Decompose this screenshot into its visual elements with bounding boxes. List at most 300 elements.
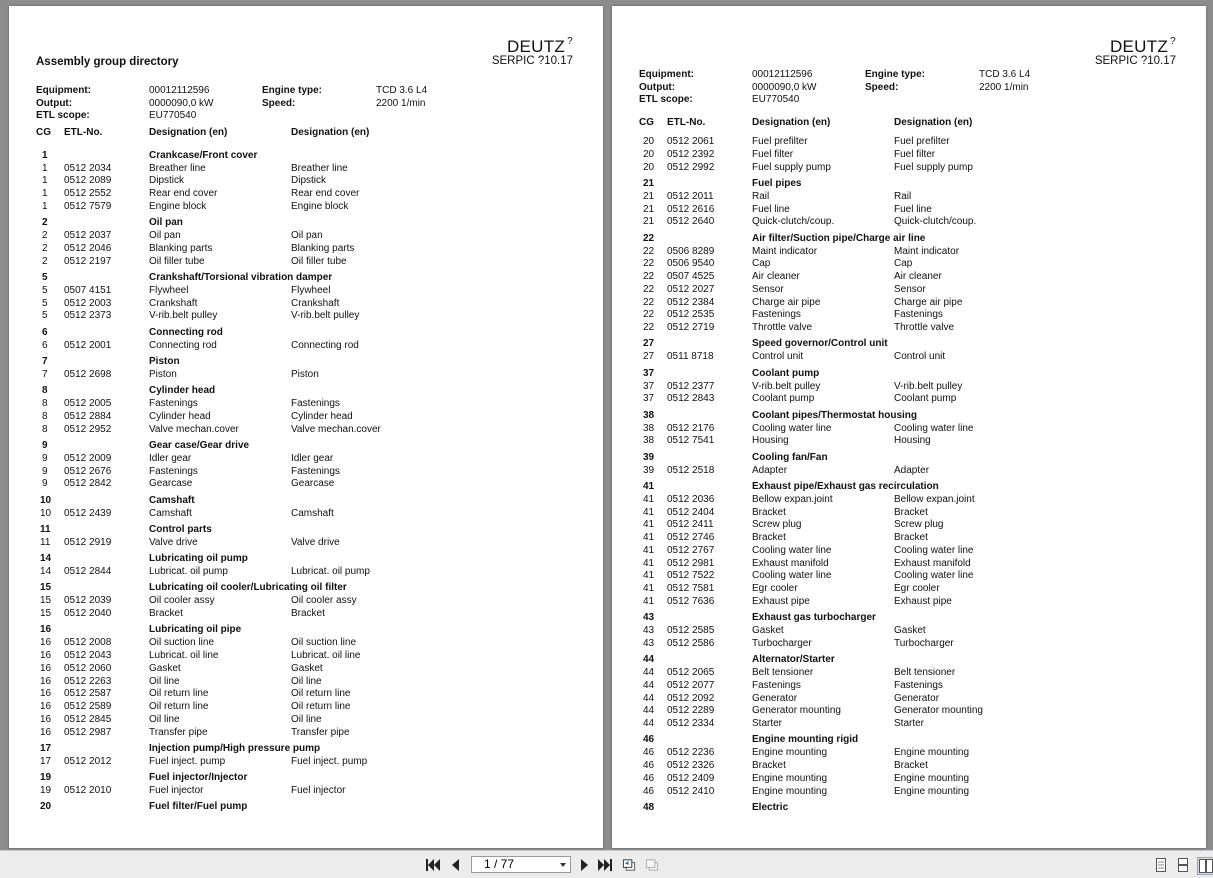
assembly-group-table bbox=[36, 127, 576, 814]
table-row[interactable] bbox=[639, 258, 1179, 271]
designation-cell: Cap bbox=[894, 258, 913, 270]
first-page-icon bbox=[426, 859, 440, 871]
designation-cell: V-rib.belt pulley bbox=[752, 380, 821, 392]
cg-cell: 22 bbox=[643, 245, 655, 257]
serpic-version: SERPIC ?10.17 bbox=[491, 55, 573, 67]
cg-cell: 41 bbox=[643, 583, 655, 594]
group-heading[interactable] bbox=[639, 654, 1179, 667]
etl-number: 0512 2373 bbox=[64, 310, 112, 322]
cg-cell: 14 bbox=[40, 566, 52, 577]
designation-cell: Generator mounting bbox=[752, 705, 841, 717]
designation-cell: Bracket bbox=[752, 532, 786, 543]
equipment-label: Equipment: bbox=[36, 85, 91, 96]
table-row[interactable] bbox=[639, 558, 1179, 571]
designation-cell: Camshaft bbox=[291, 507, 334, 519]
designation-cell: Oil filler tube bbox=[291, 255, 347, 267]
table-row[interactable] bbox=[639, 204, 1179, 217]
etl-number: 0512 2992 bbox=[667, 161, 715, 173]
etl-number: 0512 2987 bbox=[64, 726, 112, 738]
designation-cell: Fuel filter bbox=[752, 148, 794, 160]
group-cg: 39 bbox=[643, 451, 655, 463]
designation-cell: Fastenings bbox=[149, 398, 198, 409]
designation-cell: Oil pan bbox=[291, 230, 323, 241]
table-row[interactable] bbox=[639, 773, 1179, 786]
designation-cell: Cylinder head bbox=[291, 410, 353, 422]
table-row[interactable] bbox=[36, 714, 576, 727]
designation-cell: Engine block bbox=[291, 200, 349, 212]
cg-cell: 37 bbox=[643, 393, 655, 405]
designation-cell: Oil line bbox=[149, 675, 180, 687]
designation-cell: Oil pan bbox=[149, 230, 181, 241]
page-number-text: 1 / 77 bbox=[484, 857, 515, 871]
group-heading[interactable] bbox=[639, 612, 1179, 625]
speed-value: 2200 1/min bbox=[376, 97, 426, 109]
table-row[interactable] bbox=[639, 532, 1179, 545]
group-heading[interactable] bbox=[36, 217, 576, 230]
document-page-left bbox=[9, 6, 603, 848]
table-row[interactable] bbox=[36, 256, 576, 269]
cg-cell: 20 bbox=[643, 161, 655, 173]
table-row[interactable] bbox=[639, 545, 1179, 558]
group-cg: 46 bbox=[643, 734, 655, 746]
continuous-view-button[interactable] bbox=[1176, 858, 1190, 872]
designation-cell: Belt tensioner bbox=[894, 667, 956, 678]
cg-cell: 19 bbox=[40, 785, 52, 796]
group-cg: 16 bbox=[40, 624, 52, 636]
designation-cell: Maint indicator bbox=[752, 245, 818, 257]
etl-number: 0512 2092 bbox=[667, 692, 715, 704]
table-row[interactable] bbox=[639, 423, 1179, 436]
table-row[interactable] bbox=[639, 760, 1179, 773]
last-page-icon bbox=[598, 859, 612, 871]
designation-cell: Generator bbox=[752, 692, 798, 704]
designation-cell: Adapter bbox=[894, 464, 930, 476]
group-heading[interactable] bbox=[639, 802, 1179, 815]
cg-cell: 46 bbox=[643, 785, 655, 797]
table-row[interactable] bbox=[639, 297, 1179, 310]
page-number-select[interactable] bbox=[471, 856, 571, 873]
cg-cell: 2 bbox=[42, 230, 48, 241]
group-cg: 11 bbox=[40, 523, 51, 535]
group-cg: 44 bbox=[643, 654, 655, 665]
cg-cell: 41 bbox=[643, 506, 655, 518]
table-row[interactable] bbox=[36, 688, 576, 701]
designation-cell: Starter bbox=[894, 718, 925, 729]
cg-cell: 9 bbox=[42, 478, 48, 490]
etl-number: 0512 2392 bbox=[667, 148, 715, 160]
designation-cell: Adapter bbox=[752, 464, 788, 476]
designation-cell: Cooling water line bbox=[752, 570, 832, 582]
designation-cell: Engine mounting bbox=[894, 785, 970, 797]
etl-number: 0512 2919 bbox=[64, 536, 112, 548]
designation-cell: Valve drive bbox=[291, 536, 340, 548]
table-row[interactable] bbox=[639, 216, 1179, 229]
group-heading[interactable] bbox=[36, 272, 576, 285]
table-row[interactable] bbox=[36, 424, 576, 437]
table-row[interactable] bbox=[639, 435, 1179, 448]
designation-cell: Housing bbox=[752, 435, 789, 447]
engine-type-value: TCD 3.6 L4 bbox=[376, 85, 428, 96]
table-row[interactable] bbox=[639, 680, 1179, 693]
cg-cell: 27 bbox=[643, 351, 655, 363]
output-value: 0000090,0 kW bbox=[149, 97, 214, 109]
group-name: Cylinder head bbox=[149, 385, 216, 396]
cg-cell: 22 bbox=[643, 258, 655, 270]
group-cg: 10 bbox=[40, 494, 52, 506]
designation-cell: Oil line bbox=[149, 713, 180, 725]
previous-page-button[interactable] bbox=[448, 858, 462, 872]
header-cg: CG bbox=[639, 117, 654, 128]
table-row[interactable] bbox=[36, 727, 576, 740]
table-row[interactable] bbox=[36, 340, 576, 353]
info-row bbox=[36, 85, 476, 98]
group-name: Lubricating oil pump bbox=[149, 553, 248, 564]
designation-cell: Valve mechan.cover bbox=[291, 423, 381, 435]
etl-number: 0512 2005 bbox=[64, 398, 112, 409]
group-heading[interactable] bbox=[36, 743, 576, 756]
cg-cell: 2 bbox=[42, 242, 48, 254]
cg-cell: 21 bbox=[643, 203, 655, 215]
designation-cell: Bracket bbox=[894, 506, 928, 518]
go-back-button[interactable] bbox=[622, 858, 636, 872]
etl-number: 0512 7636 bbox=[667, 595, 715, 607]
group-heading[interactable] bbox=[639, 734, 1179, 747]
cg-cell: 38 bbox=[643, 435, 655, 447]
designation-cell: Valve mechan.cover bbox=[149, 423, 239, 435]
designation-cell: Gasket bbox=[894, 625, 926, 636]
table-row[interactable] bbox=[639, 162, 1179, 175]
designation-cell: Gasket bbox=[752, 625, 784, 636]
designation-cell: Cap bbox=[752, 258, 771, 270]
speed-value: 2200 1/min bbox=[979, 81, 1029, 93]
cg-cell: 41 bbox=[643, 570, 655, 582]
designation-cell: Housing bbox=[894, 435, 931, 447]
etl-number: 0512 2585 bbox=[667, 625, 715, 636]
two-page-view-icon bbox=[1199, 859, 1213, 873]
table-row[interactable] bbox=[36, 608, 576, 621]
table-row[interactable] bbox=[36, 508, 576, 521]
table-row[interactable] bbox=[36, 298, 576, 311]
designation-cell: Starter bbox=[752, 718, 783, 729]
cg-cell: 15 bbox=[40, 608, 52, 619]
table-row[interactable] bbox=[639, 638, 1179, 651]
etl-number: 0506 8289 bbox=[667, 245, 715, 257]
table-row[interactable] bbox=[36, 243, 576, 256]
designation-cell: Oil return line bbox=[149, 688, 209, 700]
table-row[interactable] bbox=[639, 625, 1179, 638]
group-heading[interactable] bbox=[639, 233, 1179, 246]
etl-number: 0512 2197 bbox=[64, 255, 112, 267]
group-heading[interactable] bbox=[36, 385, 576, 398]
speed-label: Speed: bbox=[865, 81, 899, 93]
table-row[interactable] bbox=[639, 149, 1179, 162]
table-row[interactable] bbox=[639, 786, 1179, 799]
etl-number: 0512 2040 bbox=[64, 608, 112, 619]
etl-scope-label: ETL scope: bbox=[36, 110, 90, 122]
first-page-button[interactable] bbox=[426, 858, 440, 872]
group-heading[interactable] bbox=[36, 524, 576, 537]
group-heading[interactable] bbox=[36, 150, 576, 163]
table-row[interactable] bbox=[36, 756, 576, 769]
designation-cell: Gearcase bbox=[291, 478, 335, 490]
etl-number: 0512 2377 bbox=[667, 380, 715, 392]
brand-name: DEUTZ bbox=[1109, 37, 1169, 56]
group-name: Camshaft bbox=[149, 494, 195, 506]
etl-number: 0512 2411 bbox=[667, 519, 714, 531]
engine-type-label: Engine type: bbox=[865, 69, 926, 80]
designation-cell: Exhaust pipe bbox=[752, 595, 810, 607]
designation-cell: V-rib.belt pulley bbox=[291, 310, 360, 322]
group-heading[interactable] bbox=[36, 327, 576, 340]
table-row[interactable] bbox=[639, 191, 1179, 204]
table-row[interactable] bbox=[639, 322, 1179, 335]
info-row bbox=[36, 110, 476, 123]
etl-number: 0512 2552 bbox=[64, 188, 112, 199]
table-row[interactable] bbox=[36, 285, 576, 298]
designation-cell: Oil suction line bbox=[291, 637, 357, 649]
cg-cell: 16 bbox=[40, 637, 52, 649]
group-cg: 38 bbox=[643, 409, 655, 421]
table-row[interactable] bbox=[639, 393, 1179, 406]
table-row[interactable] bbox=[36, 188, 576, 201]
table-row[interactable] bbox=[36, 466, 576, 479]
table-row[interactable] bbox=[36, 676, 576, 689]
assembly-group-table bbox=[639, 117, 1179, 815]
cg-cell: 9 bbox=[42, 465, 48, 477]
group-heading[interactable] bbox=[639, 481, 1179, 494]
group-heading[interactable] bbox=[639, 178, 1179, 191]
table-row[interactable] bbox=[639, 284, 1179, 297]
go-forward-icon bbox=[645, 858, 659, 872]
table-row[interactable] bbox=[36, 411, 576, 424]
last-page-button[interactable] bbox=[598, 858, 612, 872]
designation-cell: Fuel injector bbox=[291, 785, 346, 796]
etl-number: 0512 2767 bbox=[667, 544, 715, 556]
group-name: Coolant pipes/Thermostat housing bbox=[752, 409, 918, 421]
table-row[interactable] bbox=[36, 701, 576, 714]
cg-cell: 16 bbox=[40, 688, 52, 700]
designation-cell: Connecting rod bbox=[291, 339, 359, 351]
etl-number: 0512 2043 bbox=[64, 650, 112, 661]
designation-cell: Fuel supply pump bbox=[894, 161, 973, 173]
etl-number: 0512 2845 bbox=[64, 713, 112, 725]
group-heading[interactable] bbox=[36, 440, 576, 453]
cg-cell: 41 bbox=[643, 493, 655, 505]
group-heading[interactable] bbox=[36, 495, 576, 508]
designation-cell: Camshaft bbox=[149, 507, 192, 519]
table-row[interactable] bbox=[639, 570, 1179, 583]
group-cg: 15 bbox=[40, 582, 52, 594]
group-heading[interactable] bbox=[36, 356, 576, 369]
designation-cell: Gasket bbox=[291, 662, 323, 674]
designation-cell: Cooling water line bbox=[894, 422, 974, 434]
etl-number: 0512 2884 bbox=[64, 410, 112, 422]
designation-cell: Piston bbox=[149, 368, 177, 380]
designation-cell: Engine mounting bbox=[894, 747, 970, 759]
table-row[interactable] bbox=[639, 583, 1179, 596]
etl-number: 0512 2535 bbox=[667, 309, 715, 321]
table-row[interactable] bbox=[639, 246, 1179, 259]
etl-number: 0512 2439 bbox=[64, 507, 112, 519]
table-header bbox=[36, 127, 576, 146]
table-row[interactable] bbox=[36, 478, 576, 491]
etl-number: 0512 2843 bbox=[667, 393, 715, 405]
go-forward-button[interactable] bbox=[645, 858, 659, 872]
table-row[interactable] bbox=[639, 465, 1179, 478]
table-row[interactable] bbox=[639, 351, 1179, 364]
cg-cell: 1 bbox=[42, 162, 48, 174]
designation-cell: Egr cooler bbox=[894, 583, 940, 594]
designation-cell: Quick-clutch/coup. bbox=[894, 216, 977, 228]
engine-type-value: TCD 3.6 L4 bbox=[979, 69, 1031, 80]
table-row[interactable] bbox=[639, 271, 1179, 284]
group-heading[interactable] bbox=[36, 553, 576, 566]
cg-cell: 46 bbox=[643, 747, 655, 759]
designation-cell: Oil suction line bbox=[149, 637, 215, 649]
table-row[interactable] bbox=[639, 718, 1179, 731]
table-row[interactable] bbox=[36, 201, 576, 214]
brand-logo bbox=[1110, 36, 1176, 57]
cg-cell: 1 bbox=[42, 188, 48, 199]
cg-cell: 38 bbox=[643, 422, 655, 434]
designation-cell: Lubricat. oil pump bbox=[149, 566, 228, 577]
table-row[interactable] bbox=[36, 566, 576, 579]
designation-cell: Cooling water line bbox=[894, 570, 974, 582]
cg-cell: 5 bbox=[42, 284, 48, 296]
speed-label: Speed: bbox=[262, 97, 296, 109]
designation-cell: Air cleaner bbox=[752, 271, 800, 282]
designation-cell: Fastenings bbox=[291, 398, 340, 409]
designation-cell: Bellow expan.joint bbox=[894, 493, 975, 505]
table-row[interactable] bbox=[36, 453, 576, 466]
etl-number: 0512 2003 bbox=[64, 297, 112, 309]
table-row[interactable] bbox=[36, 230, 576, 243]
output-value: 0000090,0 kW bbox=[752, 81, 817, 93]
designation-cell: Turbocharger bbox=[752, 637, 812, 649]
table-row[interactable] bbox=[639, 519, 1179, 532]
table-row[interactable] bbox=[36, 537, 576, 550]
table-row[interactable] bbox=[639, 747, 1179, 760]
group-cg: 22 bbox=[643, 232, 655, 244]
two-page-view-button[interactable] bbox=[1197, 857, 1213, 875]
table-row[interactable] bbox=[639, 136, 1179, 149]
etl-number: 0512 2236 bbox=[667, 747, 715, 759]
cg-cell: 8 bbox=[42, 410, 48, 422]
etl-number: 0512 2046 bbox=[64, 242, 112, 254]
etl-number: 0512 2011 bbox=[667, 190, 714, 202]
group-cg: 19 bbox=[40, 772, 52, 783]
designation-cell: Maint indicator bbox=[894, 245, 960, 257]
table-row[interactable] bbox=[639, 381, 1179, 394]
designation-cell: Lubricat. oil pump bbox=[291, 566, 370, 577]
etl-number: 0506 9540 bbox=[667, 258, 715, 270]
cg-cell: 7 bbox=[42, 368, 48, 380]
designation-cell: Breather line bbox=[149, 162, 206, 174]
designation-cell: Control unit bbox=[894, 351, 946, 363]
designation-cell: Bracket bbox=[291, 608, 325, 619]
etl-number: 0512 2404 bbox=[667, 506, 715, 518]
table-row[interactable] bbox=[639, 667, 1179, 680]
table-row[interactable] bbox=[36, 663, 576, 676]
table-row[interactable] bbox=[639, 596, 1179, 609]
next-page-button[interactable] bbox=[577, 858, 591, 872]
cg-cell: 37 bbox=[643, 380, 655, 392]
table-row[interactable] bbox=[639, 705, 1179, 718]
designation-cell: Rear end cover bbox=[291, 188, 360, 199]
designation-cell: Fuel supply pump bbox=[752, 161, 831, 173]
info-row bbox=[639, 82, 1079, 95]
etl-scope-value: EU770540 bbox=[752, 94, 800, 106]
group-heading[interactable] bbox=[639, 410, 1179, 423]
etl-number: 0512 2409 bbox=[667, 772, 715, 784]
group-name: Fuel injector/Injector bbox=[149, 772, 248, 783]
table-row[interactable] bbox=[36, 163, 576, 176]
designation-cell: Fuel line bbox=[894, 203, 932, 215]
designation-cell: Charge air pipe bbox=[894, 296, 963, 308]
single-page-view-button[interactable] bbox=[1154, 858, 1168, 872]
table-row[interactable] bbox=[36, 398, 576, 411]
cg-cell: 16 bbox=[40, 713, 52, 725]
table-row[interactable] bbox=[36, 637, 576, 650]
group-heading[interactable] bbox=[36, 582, 576, 595]
table-row[interactable] bbox=[639, 693, 1179, 706]
table-row[interactable] bbox=[36, 369, 576, 382]
group-cg: 21 bbox=[643, 177, 655, 189]
designation-cell: Fuel injector bbox=[149, 785, 204, 796]
designation-cell: Sensor bbox=[894, 283, 926, 295]
etl-number: 0512 2065 bbox=[667, 667, 715, 678]
group-heading[interactable] bbox=[36, 624, 576, 637]
etl-number: 0512 2589 bbox=[64, 701, 112, 712]
designation-cell: Transfer pipe bbox=[149, 726, 208, 738]
cg-cell: 46 bbox=[643, 772, 655, 784]
designation-cell: Exhaust pipe bbox=[894, 595, 952, 607]
etl-number: 0512 2009 bbox=[64, 452, 112, 464]
etl-number: 0512 2289 bbox=[667, 705, 715, 717]
header-etl: ETL-No. bbox=[64, 127, 103, 138]
equipment-info bbox=[639, 69, 1079, 107]
table-row[interactable] bbox=[36, 175, 576, 188]
cg-cell: 16 bbox=[40, 675, 52, 687]
group-heading[interactable] bbox=[639, 368, 1179, 381]
designation-cell: Coolant pump bbox=[894, 393, 957, 405]
group-cg: 14 bbox=[40, 553, 52, 564]
designation-cell: Rear end cover bbox=[149, 188, 218, 199]
designation-cell: Lubricat. oil line bbox=[149, 650, 219, 661]
designation-cell: Dipstick bbox=[291, 175, 327, 187]
designation-cell: Bracket bbox=[752, 506, 786, 518]
table-row[interactable] bbox=[639, 309, 1179, 322]
group-heading[interactable] bbox=[639, 338, 1179, 351]
group-heading[interactable] bbox=[639, 452, 1179, 465]
designation-cell: Fuel inject. pump bbox=[291, 755, 368, 767]
cg-cell: 22 bbox=[643, 271, 655, 282]
designation-cell: Fastenings bbox=[752, 309, 801, 321]
table-row[interactable] bbox=[639, 494, 1179, 507]
designation-cell: Fuel line bbox=[752, 203, 790, 215]
group-name: Exhaust gas turbocharger bbox=[752, 612, 876, 623]
designation-cell: Screw plug bbox=[752, 519, 802, 531]
table-row[interactable] bbox=[36, 595, 576, 608]
etl-number: 0507 4151 bbox=[64, 284, 112, 296]
table-row[interactable] bbox=[36, 650, 576, 663]
group-heading[interactable] bbox=[36, 801, 576, 814]
table-row[interactable] bbox=[36, 310, 576, 323]
table-row[interactable] bbox=[36, 785, 576, 798]
group-heading[interactable] bbox=[36, 772, 576, 785]
table-row[interactable] bbox=[639, 507, 1179, 520]
group-cg: 20 bbox=[40, 801, 52, 813]
